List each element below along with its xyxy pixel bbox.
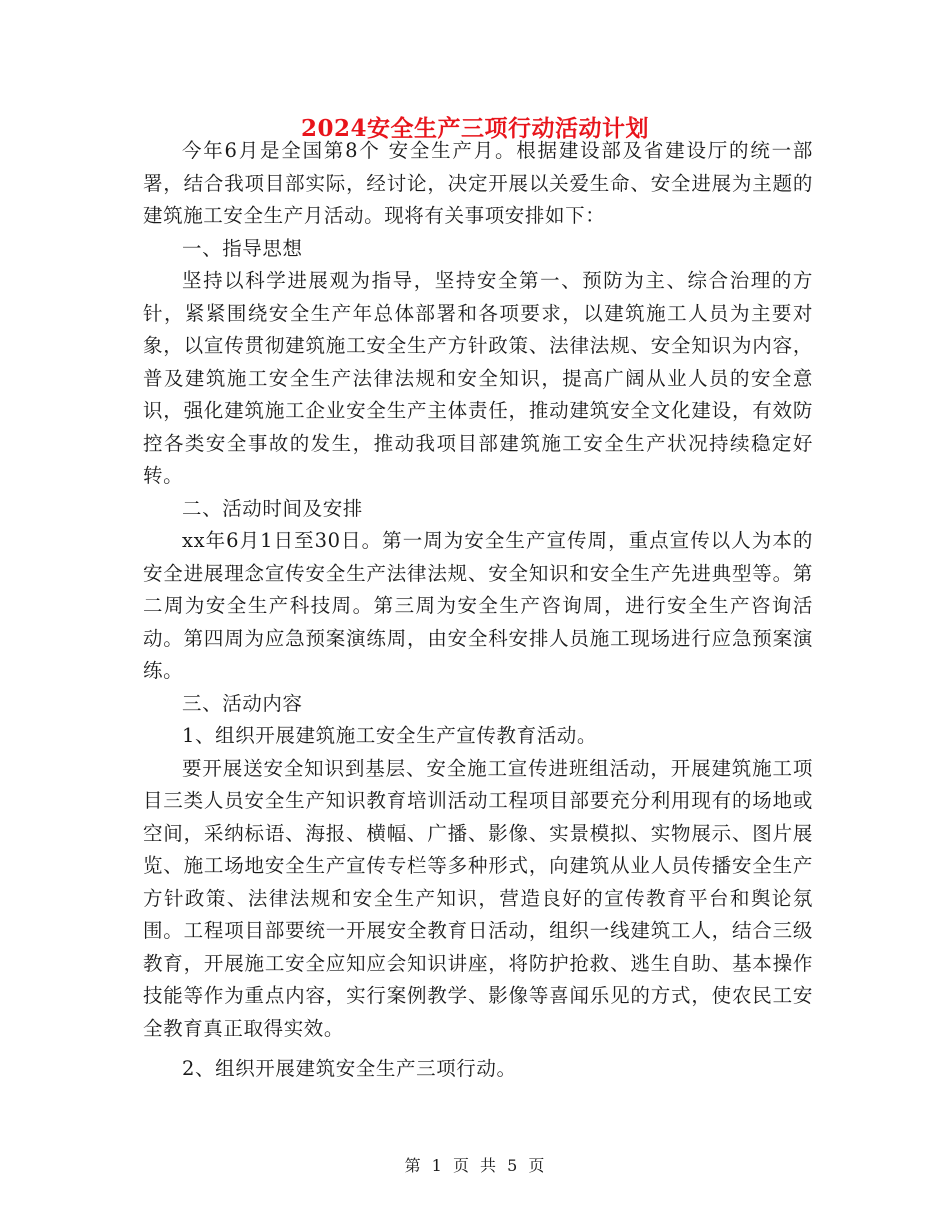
document-body: [143, 135, 813, 1086]
guiding-thought-paragraph: 坚持以科学进展观为指导，坚持安全第一、预防为主、综合治理的方针，紧紧围绕安全生产年总体部署和各项要求，以建筑施工人员为主要对象，以宣传贯彻建筑施工安全生产方针政策、法律法规、安全知识为内容，普及建筑施工安全生产法律法规和安全知识，提高广阔从业人员的安全意识，强化建筑施工企业安全生产主体责任，推动建筑安全文化建设，有效防控各类安全事故的发生，推动我项目部建筑施工安全生产状况持续稳定好转。: [143, 269, 813, 487]
schedule-paragraph: xx年6月1日至30日。第一周为安全生产宣传周，重点宣传以人为本的安全进展理念宣传安全生产法律法规、安全知识和安全生产先进典型等。第二周为安全生产科技周。第三周为安全生产咨询周，进行安全生产咨询活动。第四周为应急预案演练周，由安全科安排人员施工现场进行应急预案演练。: [143, 529, 813, 682]
intro-paragraph: 今年6月是全国第8个 安全生产月。根据建设部及省建设厅的统一部署，结合我项目部实际，经讨论，决定开展以关爱生命、安全进展为主题的建筑施工安全生产月活动。现将有关事项安排如下：: [143, 139, 813, 227]
section-heading-schedule: 二、活动时间及安排: [182, 496, 363, 520]
section-heading-guiding-thought: 一、指导思想: [182, 236, 303, 260]
content-item-2-heading: 2、组织开展建筑安全生产三项行动。: [182, 1057, 517, 1080]
page-footer: 第 1 页 共 5 页: [404, 1156, 546, 1175]
document-title: 2024安全生产三项行动活动计划: [300, 115, 649, 142]
content-item-1-heading: 1、组织开展建筑施工安全生产宣传教育活动。: [182, 724, 598, 747]
section-heading-content: 三、活动内容: [182, 691, 303, 715]
content-item-1-paragraph: 要开展送安全知识到基层、安全施工宣传进班组活动，开展建筑施工项目三类人员安全生产知识教育培训活动工程项目部要充分利用现有的场地或空间，采纳标语、海报、横幅、广播、影像、实景模拟、实物展示、图片展览、施工场地安全生产宣传专栏等多种形式，向建筑从业人员传播安全生产方针政策、法律法规和安全生产知识，营造良好的宣传教育平台和舆论氛围。工程项目部要统一开展安全教育日活动，组织一线建筑工人，结合三级教育，开展施工安全应知应会知识讲座，将防护抢救、逃生自助、基本操作技能等作为重点内容，实行案例教学、影像等喜闻乐见的方式，使农民工安全教育真正取得实效。: [143, 756, 813, 1040]
